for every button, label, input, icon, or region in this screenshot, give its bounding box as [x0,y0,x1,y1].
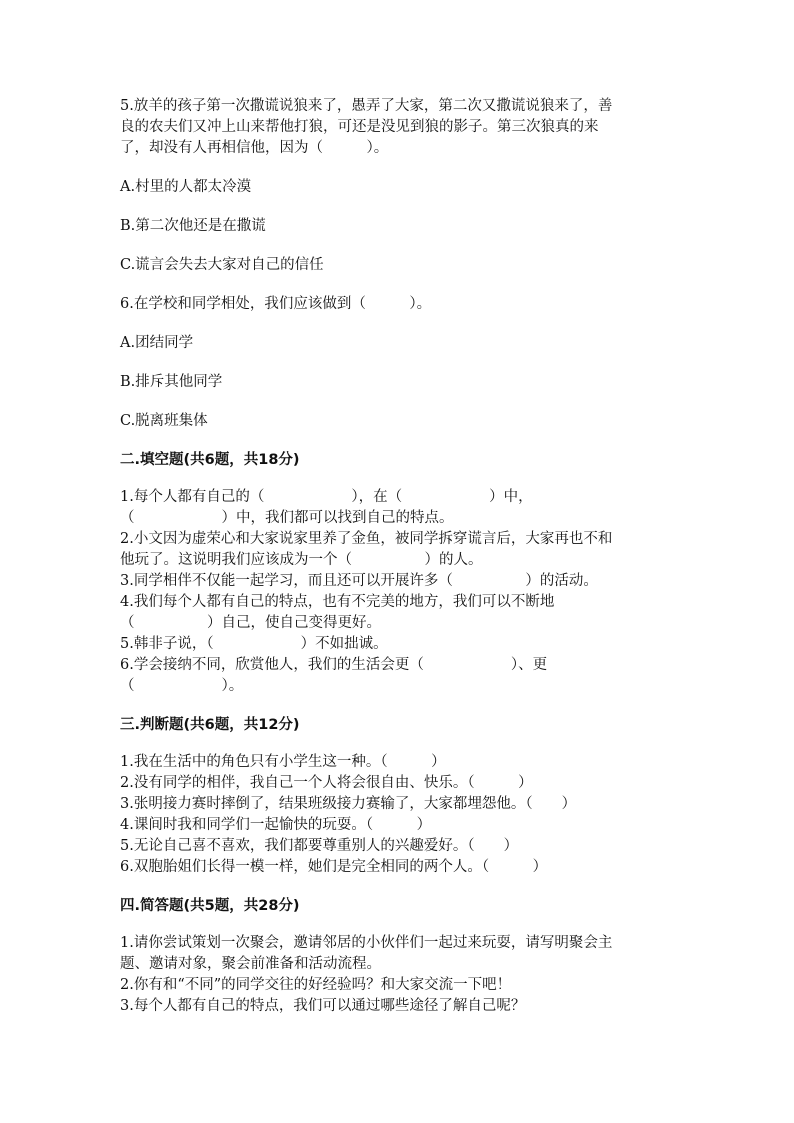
fill-line: 6.学会接纳不同，欣赏他人，我们的生活会更（ ）、更 [120,657,548,673]
option-c: C.谎言会失去大家对自己的信任 [120,257,324,273]
judge-questions [120,752,680,878]
judge-line: 1.我在生活中的角色只有小学生这一种。（ ） [120,754,446,770]
fill-line: 3.同学相伴不仅能一起学习，而且还可以开展许多（ ）的活动。 [120,573,598,589]
fill-line: （ ）自己，使自己变得更好。 [120,615,381,631]
fill-line: 5.韩非子说，（ ）不如拙诚。 [120,636,388,652]
question-text: 5.放羊的孩子第一次撒谎说狼来了，愚弄了大家，第二次又撒谎说狼来了，善 [120,98,613,114]
option-a: A.团结同学 [120,335,194,351]
section-title-short-answer: 四.简答题(共5题，共28分) [120,898,300,914]
question-text: 了，却没有人再相信他，因为（ ）。 [120,140,389,156]
short-answer-line: 1.请你尝试策划一次聚会，邀请邻居的小伙伴们一起过来玩耍，请写明聚会主 [120,935,613,951]
fill-line: 他玩了。这说明我们应该成为一个（ ）的人。 [120,552,483,568]
judge-line: 2.没有同学的相伴，我自己一个人将会很自由、快乐。（ ） [120,775,533,791]
question-5 [120,96,680,159]
fill-line: 4.我们每个人都有自己的特点，也有不完美的地方，我们可以不断地 [120,594,555,610]
question-text: 良的农夫们又冲上山来帮他打狼，可还是没见到狼的影子。第三次狼真的来 [120,119,599,135]
option-b: B.排斥其他同学 [120,374,223,390]
section-title-judge: 三.判断题(共6题，共12分) [120,717,300,733]
option-a: A.村里的人都太冷漠 [120,179,252,195]
fill-line: （ ）。 [120,678,244,694]
judge-line: 6.双胞胎姐们长得一模一样，她们是完全相同的两个人。（ ） [120,859,548,875]
fill-line: （ ）中，我们都可以找到自己的特点。 [120,510,454,526]
short-answer-questions [120,933,680,1017]
judge-line: 4.课间时我和同学们一起愉快的玩耍。（ ） [120,817,432,833]
question-6: 6.在学校和同学相处，我们应该做到（ ）。 [120,296,432,312]
section-title-fill: 二.填空题(共6题，共18分) [120,452,300,468]
fill-questions [120,487,680,697]
short-answer-line: 2.你有和“不同”的同学交往的好经验吗？和大家交流一下吧！ [120,977,512,993]
short-answer-line: 题、邀请对象，聚会前准备和活动流程。 [120,956,381,972]
option-c: C.脱离班集体 [120,413,208,429]
worksheet-page [120,96,680,1017]
option-b: B.第二次他还是在撒谎 [120,218,266,234]
fill-line: 1.每个人都有自己的（ ），在（ ）中， [120,489,533,505]
fill-line: 2.小文因为虚荣心和大家说家里养了金鱼，被同学拆穿谎言后，大家再也不和 [120,531,613,547]
judge-line: 3.张明接力赛时摔倒了，结果班级接力赛输了，大家都埋怨他。（ ） [120,796,577,812]
short-answer-line: 3.每个人都有自己的特点，我们可以通过哪些途径了解自己呢？ [120,998,526,1014]
judge-line: 5.无论自己喜不喜欢，我们都要尊重别人的兴趣爱好。（ ） [120,838,519,854]
